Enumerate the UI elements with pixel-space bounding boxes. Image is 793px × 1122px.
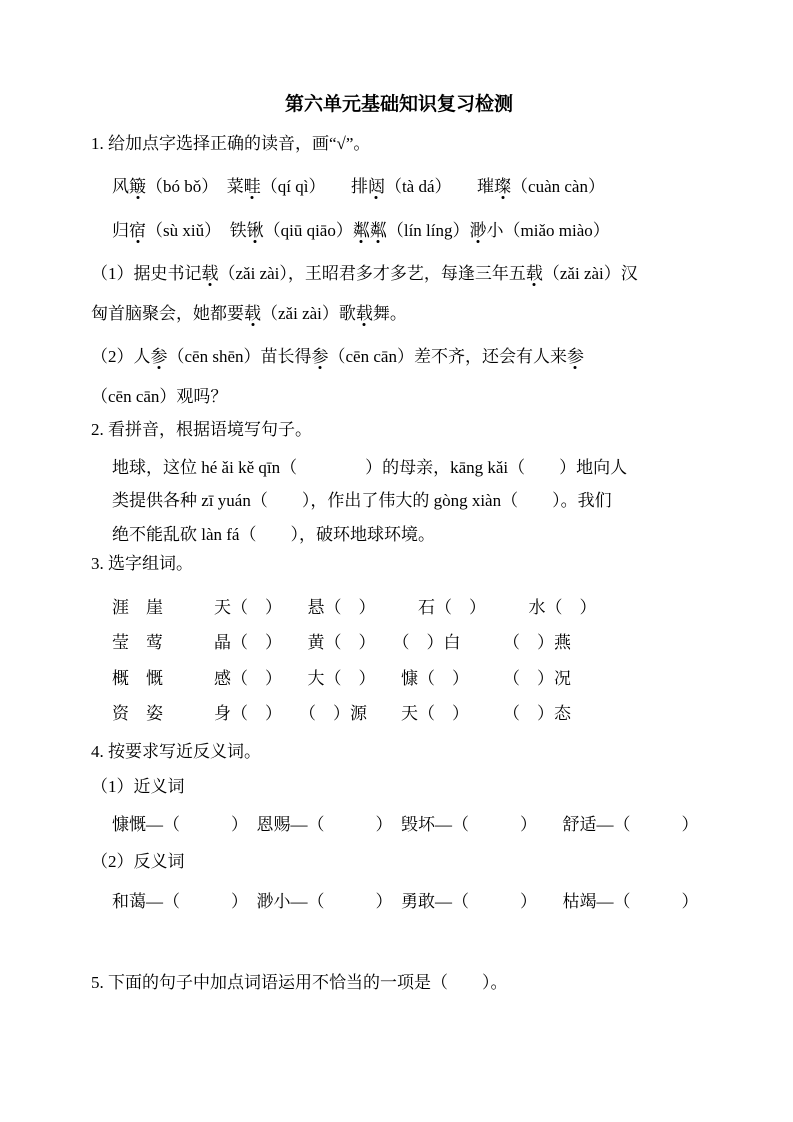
q2-sentence-line-3: 绝不能乱砍 làn fá（ ），破环地球环境。: [112, 524, 435, 544]
emphasized-char: 渺: [469, 220, 487, 240]
q2-sentence-line-2: 类提供各种 zī yuán（ ），作出了伟大的 gòng xiàn（ ）。我们: [112, 491, 612, 511]
emphasized-char: 宿: [129, 220, 146, 240]
emphasized-char: 参: [150, 347, 168, 367]
q3-header: 3. 选字组词。: [91, 554, 193, 574]
q1-sub1-line-1: （1）据史书记载（zǎi zài），王昭君多才多艺，每逢三年五载（zǎi zài）汉: [91, 264, 638, 284]
q3-word-row-3: 概 慨 感（ ） 大（ ） 慷（ ） （ ）况: [112, 668, 571, 688]
q1-pronunciation-line-2: 归宿（sù xiǔ） 铁锹（qiū qiāo）粼粼（lín líng）渺小（miǎo miào）: [112, 220, 610, 240]
emphasized-char: 粼: [369, 220, 387, 240]
emphasized-char: 载: [525, 264, 543, 284]
q2-sentence-line-1: 地球，这位 hé ǎi kě qīn（ ）的母亲，kāng kǎi（ ）地向人: [112, 457, 628, 477]
emphasized-char: 载: [355, 303, 373, 323]
emphasized-char: 璨: [494, 177, 512, 197]
q5-header: 5. 下面的句子中加点词语运用不恰当的一项是（ ）。: [91, 973, 508, 993]
q4-synonym-row: 慷慨—（ ） 恩赐—（ ） 毁坏—（ ） 舒适—（ ）: [112, 814, 699, 834]
emphasized-char: 粼: [352, 220, 370, 240]
emphasized-char: 畦: [243, 177, 261, 197]
emphasized-char: 载: [244, 303, 261, 323]
q4-header: 4. 按要求写近反义词。: [91, 741, 261, 761]
emphasized-char: 参: [566, 347, 584, 367]
emphasized-char: 锹: [246, 220, 264, 240]
q4-synonym-subheader: （1）近义词: [91, 777, 185, 797]
document-title: 第六单元基础知识复习检测: [284, 94, 513, 115]
q4-antonym-subheader: （2）反义词: [91, 852, 185, 872]
q2-header: 2. 看拼音，根据语境写句子。: [91, 420, 312, 440]
q1-sub2-line-2: （cēn cān）观吗？: [91, 386, 228, 406]
q1-sub1-line-2: 匈首脑聚会，她都要载（zǎi zài）歌载舞。: [91, 303, 407, 323]
emphasized-char: 簸: [129, 177, 146, 197]
q4-antonym-row: 和蔼—（ ） 渺小—（ ） 勇敢—（ ） 枯竭—（ ）: [112, 891, 699, 911]
q1-pronunciation-line-1: 风簸（bó bǒ） 菜畦（qí qì） 排闼（tà dá） 璀璨（cuàn càn）: [112, 177, 605, 197]
emphasized-char: 闼: [367, 177, 385, 197]
q3-word-row-2: 莹 莺 晶（ ） 黄（ ） （ ）白 （ ）燕: [112, 633, 571, 653]
q1-header: 1. 给加点字选择正确的读音，画“√”。: [91, 133, 371, 153]
q3-word-row-1: 涯 崖 天（ ） 悬（ ） 石（ ） 水（ ）: [112, 597, 597, 617]
emphasized-char: 载: [201, 264, 219, 284]
q1-sub2-line-1: （2）人参（cēn shēn）苗长得参（cēn cān）差不齐，还会有人来参: [91, 347, 584, 367]
q3-word-row-4: 资 姿 身（ ） （ ）源 天（ ） （ ）态: [112, 704, 571, 724]
emphasized-char: 参: [311, 347, 329, 367]
